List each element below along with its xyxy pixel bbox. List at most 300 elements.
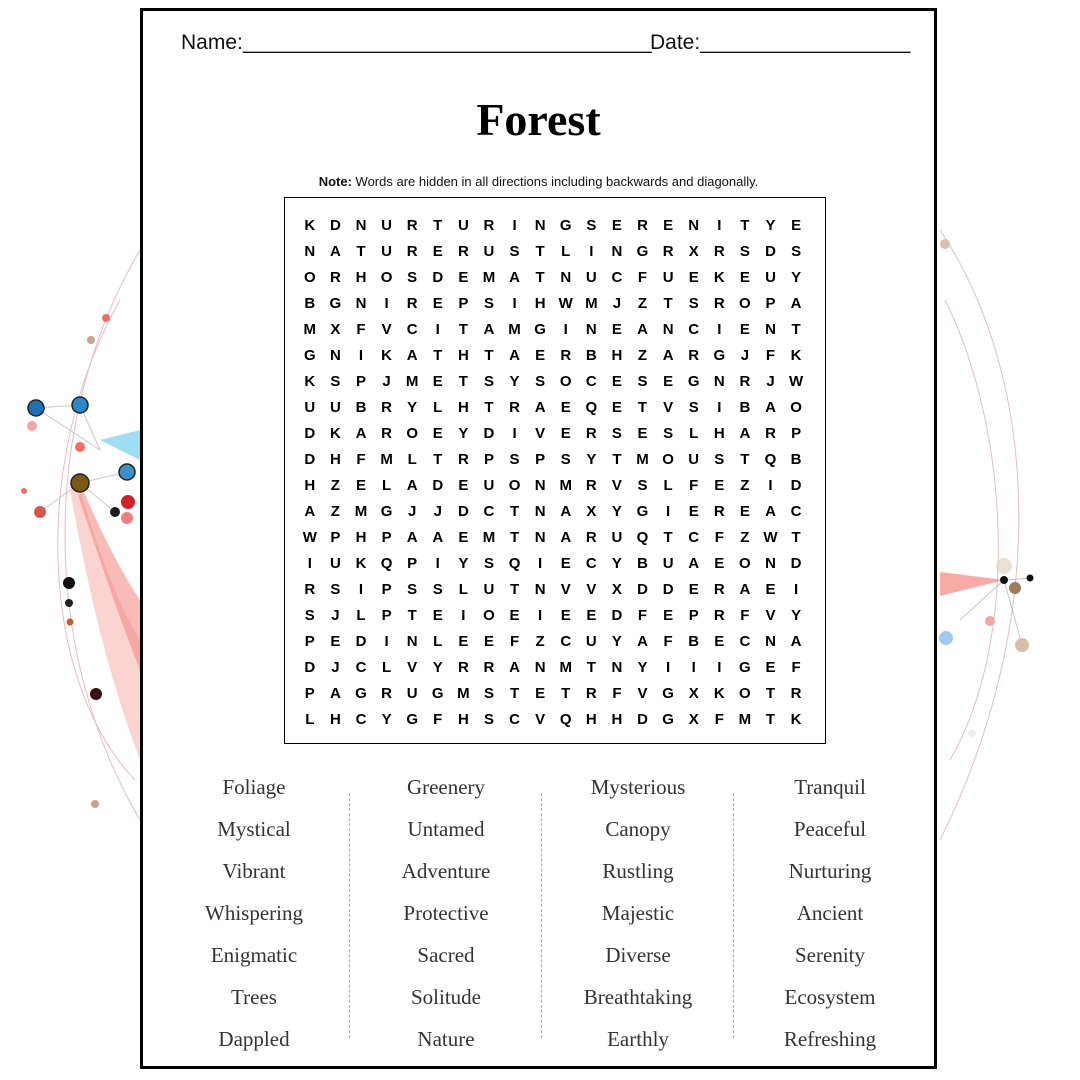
grid-letter: P xyxy=(458,295,469,312)
grid-letter: N xyxy=(355,295,367,312)
grid-letter: G xyxy=(739,659,751,676)
grid-letter: T xyxy=(484,399,494,416)
grid-letter: R xyxy=(406,243,418,260)
grid-letter: T xyxy=(791,321,801,338)
grid-letter: O xyxy=(662,451,674,468)
word-list-item: Trees xyxy=(231,985,277,1009)
word-list-item: Nature xyxy=(417,1027,475,1051)
grid-letter: E xyxy=(560,555,571,572)
grid-letter: A xyxy=(329,243,341,260)
grid-letter: U xyxy=(688,451,700,468)
grid-letter: I xyxy=(461,607,466,624)
word-list-item: Breathtaking xyxy=(583,985,693,1009)
grid-letter: G xyxy=(380,503,393,520)
grid-letter: A xyxy=(534,399,546,416)
grid-letter: O xyxy=(739,295,751,312)
grid-letter: F xyxy=(714,529,724,546)
grid-letter: T xyxy=(740,217,750,234)
grid-letter: E xyxy=(432,295,443,312)
grid-letter: J xyxy=(740,347,750,364)
grid-letter: G xyxy=(406,711,418,728)
grid-letter: R xyxy=(406,295,418,312)
grid-letter: I xyxy=(666,659,671,676)
grid-letter: G xyxy=(713,347,726,364)
grid-letter: Y xyxy=(637,659,648,676)
grid-letter: I xyxy=(717,399,722,416)
grid-letter: D xyxy=(662,581,674,598)
word-column xyxy=(158,766,350,1056)
grid-letter: I xyxy=(717,217,722,234)
grid-letter: Y xyxy=(458,555,469,572)
grid-letter: P xyxy=(381,607,392,624)
grid-letter: H xyxy=(457,347,469,364)
grid-letter: J xyxy=(382,373,391,390)
grid-letter: S xyxy=(535,373,546,390)
grid-letter: S xyxy=(688,295,699,312)
grid-letter: R xyxy=(406,217,418,234)
grid-letter: F xyxy=(509,633,520,650)
grid-letter: P xyxy=(688,607,699,624)
grid-letter: I xyxy=(512,425,517,442)
grid-letter: C xyxy=(509,711,520,728)
grid-letter: N xyxy=(534,217,546,234)
grid-letter: L xyxy=(356,607,366,624)
grid-letter: D xyxy=(765,243,776,260)
grid-letter: T xyxy=(433,451,443,468)
grid-letter: C xyxy=(483,503,495,520)
grid-letter: M xyxy=(585,295,598,312)
grid-letter: U xyxy=(765,269,776,286)
grid-letter: C xyxy=(790,503,802,520)
grid-letter: N xyxy=(688,217,700,234)
grid-letter: U xyxy=(662,555,674,572)
grid-letter: C xyxy=(406,321,418,338)
grid-letter: G xyxy=(559,217,572,234)
grid-letter: K xyxy=(355,555,367,572)
word-list-item: Adventure xyxy=(401,859,491,883)
grid-letter: T xyxy=(535,269,545,286)
grid-letter: M xyxy=(457,685,470,702)
grid-letter: A xyxy=(765,503,776,520)
grid-letter: N xyxy=(585,321,597,338)
grid-letter: E xyxy=(483,633,494,650)
grid-letter: E xyxy=(432,425,443,442)
grid-letter: T xyxy=(561,685,571,702)
grid-letter: P xyxy=(483,451,494,468)
grid-letter: B xyxy=(355,399,367,416)
grid-letter: D xyxy=(304,451,316,468)
grid-letter: G xyxy=(636,243,649,260)
grid-letter: S xyxy=(586,217,597,234)
grid-letter: I xyxy=(717,321,722,338)
grid-letter: E xyxy=(432,373,443,390)
grid-letter: S xyxy=(304,607,315,624)
word-list-item: Untamed xyxy=(407,817,485,841)
grid-letter: N xyxy=(662,321,674,338)
grid-letter: E xyxy=(791,217,802,234)
grid-letter: U xyxy=(585,633,597,650)
grid-letter: S xyxy=(791,243,802,260)
grid-letter: S xyxy=(407,581,418,598)
grid-letter: D xyxy=(432,269,444,286)
grid-letter: I xyxy=(589,243,594,260)
grid-letter: A xyxy=(432,529,444,546)
grid-letter: D xyxy=(790,477,802,494)
grid-letter: T xyxy=(791,529,801,546)
grid-letter: Y xyxy=(611,633,622,650)
grid-letter: S xyxy=(560,451,571,468)
grid-letter: T xyxy=(663,295,673,312)
grid-letter: U xyxy=(406,685,418,702)
grid-letter: R xyxy=(790,685,802,702)
grid-letter: A xyxy=(637,633,648,650)
grid-letter: M xyxy=(405,373,419,390)
word-list-item: Vibrant xyxy=(222,859,286,883)
grid-letter: Y xyxy=(611,503,622,520)
grid-letter: N xyxy=(765,633,776,650)
grid-letter: F xyxy=(637,269,648,286)
grid-letter: U xyxy=(662,269,674,286)
grid-letter: U xyxy=(381,243,392,260)
grid-letter: I xyxy=(512,217,517,234)
grid-letter: H xyxy=(329,451,341,468)
grid-letter: Q xyxy=(559,711,572,728)
grid-letter: H xyxy=(355,269,367,286)
grid-letter: C xyxy=(585,373,597,390)
grid-letter: N xyxy=(534,659,546,676)
grid-letter: T xyxy=(484,347,494,364)
grid-letter: N xyxy=(713,373,725,390)
grid-letter: A xyxy=(560,529,572,546)
grid-letter: L xyxy=(689,425,699,442)
grid-letter: E xyxy=(739,503,750,520)
grid-letter: Z xyxy=(637,347,648,364)
grid-letter: L xyxy=(381,659,392,676)
grid-letter: H xyxy=(457,399,469,416)
grid-letter: F xyxy=(689,477,699,494)
grid-letter: N xyxy=(765,555,776,572)
grid-letter: A xyxy=(355,425,367,442)
grid-letter: R xyxy=(713,607,725,624)
grid-letter: E xyxy=(739,321,750,338)
grid-letter: U xyxy=(611,529,623,546)
grid-letter: T xyxy=(458,373,468,390)
word-list-item: Nurturing xyxy=(788,859,872,883)
word-list-item: Diverse xyxy=(605,943,671,967)
grid-letter: K xyxy=(304,217,316,234)
grid-letter: Y xyxy=(509,373,520,390)
grid-letter: V xyxy=(586,581,597,598)
grid-letter: U xyxy=(329,399,341,416)
grid-letter: Q xyxy=(508,555,521,572)
grid-letter: X xyxy=(688,685,699,702)
grid-letter: U xyxy=(329,555,341,572)
word-list-item: Refreshing xyxy=(783,1027,877,1051)
grid-letter: V xyxy=(407,659,418,676)
grid-letter: E xyxy=(688,269,699,286)
date-field[interactable]: Date:__________________ xyxy=(650,31,911,54)
grid-letter: M xyxy=(508,321,521,338)
grid-letter: S xyxy=(407,269,418,286)
grid-letter: E xyxy=(611,399,622,416)
grid-letter: U xyxy=(483,243,495,260)
grid-letter: T xyxy=(509,581,520,598)
grid-letter: R xyxy=(483,217,495,234)
grid-letter: N xyxy=(406,633,418,650)
grid-letter: E xyxy=(611,373,622,390)
word-list-item: Tranquil xyxy=(794,775,866,799)
grid-letter: R xyxy=(713,581,725,598)
grid-letter: D xyxy=(304,659,316,676)
grid-letter: T xyxy=(663,529,673,546)
grid-letter: O xyxy=(739,555,751,572)
grid-letter: E xyxy=(714,477,725,494)
grid-letter: T xyxy=(433,347,443,364)
grid-letter: O xyxy=(790,399,802,416)
grid-letter: T xyxy=(356,243,366,260)
grid-letter: R xyxy=(381,685,392,702)
grid-letter: S xyxy=(663,425,674,442)
grid-letter: A xyxy=(509,659,520,676)
grid-letter: H xyxy=(611,711,623,728)
grid-letter: F xyxy=(740,607,750,624)
grid-letter: A xyxy=(765,399,776,416)
grid-letter: N xyxy=(611,659,623,676)
word-column xyxy=(542,766,734,1056)
grid-letter: A xyxy=(406,529,418,546)
grid-letter: G xyxy=(303,347,316,364)
grid-letter: E xyxy=(458,633,469,650)
grid-letter: J xyxy=(331,607,340,624)
grid-letter: E xyxy=(535,685,546,702)
word-list-item: Canopy xyxy=(605,817,671,841)
grid-letter: E xyxy=(611,321,622,338)
grid-letter: C xyxy=(355,659,367,676)
grid-letter: N xyxy=(534,529,546,546)
grid-letter: A xyxy=(509,269,520,286)
grid-letter: A xyxy=(406,347,418,364)
word-list-item: Peaceful xyxy=(793,817,867,841)
grid-letter: I xyxy=(384,295,389,312)
grid-letter: R xyxy=(381,399,392,416)
grid-letter: K xyxy=(381,347,392,364)
grid-letter: I xyxy=(384,633,389,650)
grid-letter: H xyxy=(611,347,623,364)
grid-letter: K xyxy=(790,347,802,364)
grid-letter: R xyxy=(457,243,469,260)
grid-letter: S xyxy=(509,243,520,260)
grid-letter: E xyxy=(560,607,571,624)
grid-letter: N xyxy=(534,477,546,494)
grid-letter: P xyxy=(355,373,366,390)
grid-letter: C xyxy=(355,711,367,728)
word-list-item: Protective xyxy=(403,901,489,925)
page-title: Forest xyxy=(476,94,601,145)
grid-letter: E xyxy=(714,633,725,650)
grid-letter: C xyxy=(611,269,623,286)
grid-letter: L xyxy=(407,451,417,468)
grid-letter: U xyxy=(381,217,392,234)
grid-letter: W xyxy=(788,373,804,390)
grid-letter: T xyxy=(433,217,443,234)
grid-letter: V xyxy=(381,321,392,338)
grid-letter: V xyxy=(663,399,674,416)
word-column xyxy=(350,766,542,1056)
grid-letter: V xyxy=(611,477,622,494)
worksheet xyxy=(140,8,937,1069)
grid-letter: Y xyxy=(791,269,802,286)
grid-letter: T xyxy=(612,451,622,468)
grid-letter: D xyxy=(432,477,444,494)
grid-letter: S xyxy=(330,373,341,390)
grid-letter: Y xyxy=(381,711,392,728)
grid-letter: E xyxy=(586,607,597,624)
grid-letter: A xyxy=(329,685,341,702)
grid-letter: E xyxy=(535,347,546,364)
grid-letter: B xyxy=(304,295,316,312)
grid-letter: M xyxy=(303,321,317,338)
grid-letter: A xyxy=(560,503,572,520)
grid-letter: S xyxy=(483,295,494,312)
grid-letter: W xyxy=(763,529,778,546)
grid-letter: O xyxy=(483,607,495,624)
grid-letter: E xyxy=(509,607,520,624)
word-column xyxy=(734,766,926,1056)
grid-letter: N xyxy=(534,503,546,520)
grid-letter: V xyxy=(637,685,648,702)
grid-letter: V xyxy=(765,607,776,624)
grid-letter: E xyxy=(432,243,443,260)
grid-letter: M xyxy=(380,451,393,468)
grid-letter: H xyxy=(457,711,469,728)
grid-letter: S xyxy=(483,711,494,728)
grid-letter: C xyxy=(585,555,597,572)
grid-letter: T xyxy=(458,321,468,338)
grid-letter: E xyxy=(663,217,674,234)
grid-letter: R xyxy=(713,295,725,312)
grid-letter: I xyxy=(563,321,568,338)
grid-letter: I xyxy=(538,607,543,624)
grid-letter: D xyxy=(355,633,367,650)
grid-letter: K xyxy=(713,269,725,286)
name-field[interactable]: Name:___________________________________ xyxy=(181,31,652,54)
grid-letter: Z xyxy=(330,477,340,494)
grid-letter: M xyxy=(738,711,752,728)
grid-letter: S xyxy=(611,425,622,442)
grid-letter: D xyxy=(790,555,802,572)
grid-letter: N xyxy=(329,347,341,364)
grid-letter: D xyxy=(637,581,648,598)
grid-letter: Y xyxy=(432,659,443,676)
grid-letter: U xyxy=(483,477,495,494)
grid-letter: O xyxy=(739,685,751,702)
word-list xyxy=(158,766,926,1056)
grid-letter: P xyxy=(304,633,315,650)
grid-letter: L xyxy=(458,581,468,598)
grid-letter: S xyxy=(483,373,494,390)
grid-letter: S xyxy=(688,399,699,416)
word-list-item: Sacred xyxy=(417,943,475,967)
grid-letter: O xyxy=(508,477,521,494)
grid-letter: S xyxy=(330,581,341,598)
grid-letter: R xyxy=(509,399,520,416)
grid-letter: S xyxy=(714,451,725,468)
grid-letter: Q xyxy=(636,529,649,546)
grid-letter: Y xyxy=(407,399,418,416)
grid-letter: A xyxy=(790,633,802,650)
grid-letter: R xyxy=(457,451,469,468)
grid-letter: S xyxy=(509,451,520,468)
grid-letter: Z xyxy=(740,529,750,546)
grid-letter: T xyxy=(637,399,648,416)
grid-letter: S xyxy=(432,581,443,598)
grid-letter: O xyxy=(303,269,316,286)
grid-letter: I xyxy=(793,581,799,598)
grid-letter: E xyxy=(560,399,571,416)
grid-letter: R xyxy=(560,347,572,364)
word-list-item: Serenity xyxy=(795,943,865,967)
note-text: Words are hidden in all directions including backwards and diagonally. xyxy=(351,174,759,189)
grid-letter: S xyxy=(637,477,648,494)
grid-letter: E xyxy=(663,607,674,624)
grid-letter: F xyxy=(765,347,776,364)
grid-letter: Q xyxy=(764,451,777,468)
grid-letter: F xyxy=(356,451,366,468)
grid-letter: Z xyxy=(637,295,648,312)
grid-letter: T xyxy=(509,529,520,546)
grid-letter: E xyxy=(458,529,469,546)
word-list-item: Mystical xyxy=(217,817,291,841)
grid-letter: I xyxy=(691,659,696,676)
word-list-item: Dappled xyxy=(218,1027,290,1051)
grid-letter: T xyxy=(407,607,417,624)
grid-letter: E xyxy=(714,555,725,572)
grid-letter: N xyxy=(534,581,546,598)
grid-letter: X xyxy=(688,243,699,260)
grid-letter: E xyxy=(663,373,674,390)
grid-letter: X xyxy=(611,581,622,598)
grid-letter: P xyxy=(381,581,392,598)
word-list-item: Whispering xyxy=(205,901,303,925)
grid-letter: P xyxy=(535,451,546,468)
word-list-item: Rustling xyxy=(602,859,674,883)
grid-letter: B xyxy=(739,399,751,416)
grid-letter: I xyxy=(435,555,440,572)
grid-letter: Y xyxy=(765,217,776,234)
grid-letter: Y xyxy=(791,607,802,624)
grid-letter: P xyxy=(791,425,802,442)
word-list-item: Enigmatic xyxy=(210,943,298,967)
grid-letter: B xyxy=(637,555,648,572)
grid-letter: G xyxy=(662,685,674,702)
grid-letter: T xyxy=(765,685,776,702)
grid-letter: A xyxy=(688,555,700,572)
grid-letter: B xyxy=(790,451,802,468)
grid-letter: Z xyxy=(535,633,545,650)
grid-letter: C xyxy=(560,633,572,650)
grid-letter: R xyxy=(662,243,674,260)
grid-letter: L xyxy=(561,243,571,260)
word-list-item: Earthly xyxy=(607,1027,669,1051)
grid-letter: G xyxy=(431,685,444,702)
grid-letter: A xyxy=(637,321,648,338)
grid-letter: R xyxy=(637,217,648,234)
grid-letter: R xyxy=(713,243,725,260)
grid-letter: D xyxy=(457,503,469,520)
grid-letter: B xyxy=(688,633,700,650)
grid-letter: F xyxy=(356,321,366,338)
grid-letter: A xyxy=(406,477,418,494)
